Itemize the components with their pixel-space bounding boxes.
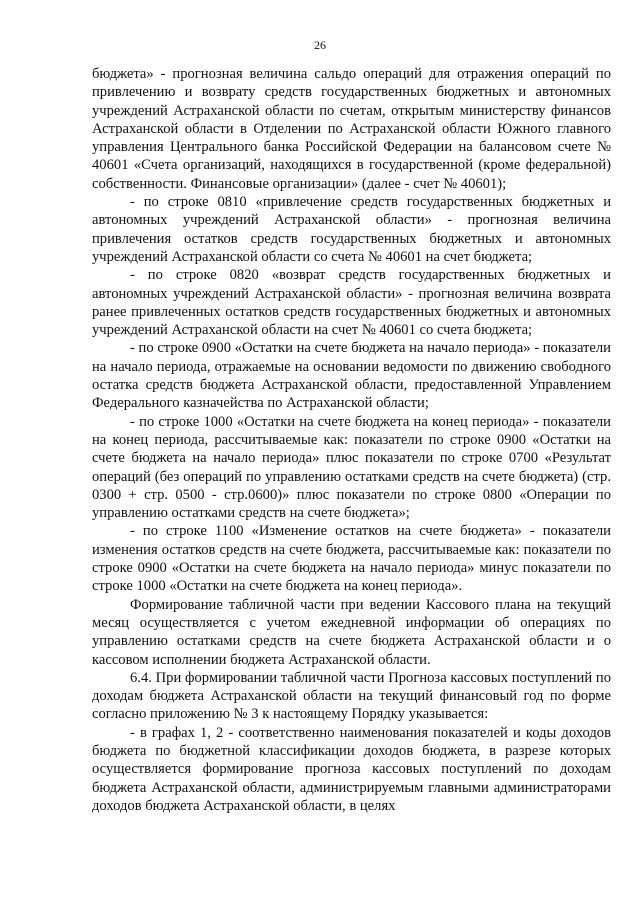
paragraph-columns-1-2: - в графах 1, 2 - соответственно наименования показателей и коды доходов бюджета по бюджетной классификации доходов бюджета, в разрезе которых осуществляется формирование прогноза кассовых поступлений по доходам бюджета Астраханской области, администрируемым главными администраторами доходов бюджета Астраханской области, в целях — [92, 724, 611, 814]
paragraph-section-6-4: 6.4. При формировании табличной части Прогноза кассовых поступлений по доходам бюджета Астраханской области на текущий финансовый год по форме согласно приложению № 3 к настоящему Порядку указывается: — [92, 669, 611, 723]
paragraph-row-1000: - по строке 1000 «Остатки на счете бюджета на конец периода» - показатели на конец периода, рассчитываемые как: показатели по строке 0900 «Остатки на счете бюджета на начало периода» плюс показатели по строке 0700 «Результат операций (без операций по управлению остатками средств на счете бюджета) (стр. 0300 + стр. 0500 - стр.0600)» плюс показатели по строке 0800 «Операции по управлению остатками средств на счете бюджета»; — [92, 413, 611, 522]
paragraph-monthly-plan: Формирование табличной части при ведении Кассового плана на текущий месяц осуществляется с учетом ежедневной информации об операциях по управлению остатками средств на счете бюджета Астраханской области и о кассовом исполнении бюджета Астраханской области. — [92, 596, 611, 668]
document-body — [92, 65, 611, 815]
paragraph-row-0900: - по строке 0900 «Остатки на счете бюджета на начало периода» - показатели на начало периода, отражаемые на основании ведомости по движению свободного остатка средств бюджета Астраханской области, предоставленной Управлением Федерального казначейства по Астраханской области; — [92, 340, 611, 412]
paragraph-continuation: бюджета» - прогнозная величина сальдо операций для отражения операций по привлечению и возврату средств государственных бюджетных и автономных учреждений Астраханской области по счетам, открытым министерству финансов Астраханской области в Отделении по Астраханской области Южного главного управления Центрального банка Российской Федерации на балансовом счете № 40601 «Счета организаций, находящихся в государственной (кроме федеральной) собственности. Финансовые организации» (далее - счет № 40601); — [92, 66, 611, 192]
page-number: 26 — [314, 38, 326, 52]
paragraph-row-0810: - по строке 0810 «привлечение средств государственных бюджетных и автономных учреждений Астраханской области» - прогнозная величина привлечения остатков средств государственных бюджетных и автономных учреждений Астраханской области со счета № 40601 на счет бюджета; — [92, 194, 611, 265]
paragraph-row-0820: - по строке 0820 «возврат средств государственных бюджетных и автономных учреждений Астраханской области» - прогнозная величина возврата ранее привлеченных остатков средств государственных бюджетных и автономных учреждений Астраханской области на счет № 40601 со счета бюджета; — [92, 267, 611, 339]
paragraph-row-1100: - по строке 1100 «Изменение остатков на счете бюджета» - показатели изменения остатков средств на счете бюджета, рассчитываемые как: показатели по строке 0900 «Остатки на счете бюджета на начало периода» минус показатели по строке 1000 «Остатки на счете бюджета на конец периода». — [92, 523, 611, 595]
